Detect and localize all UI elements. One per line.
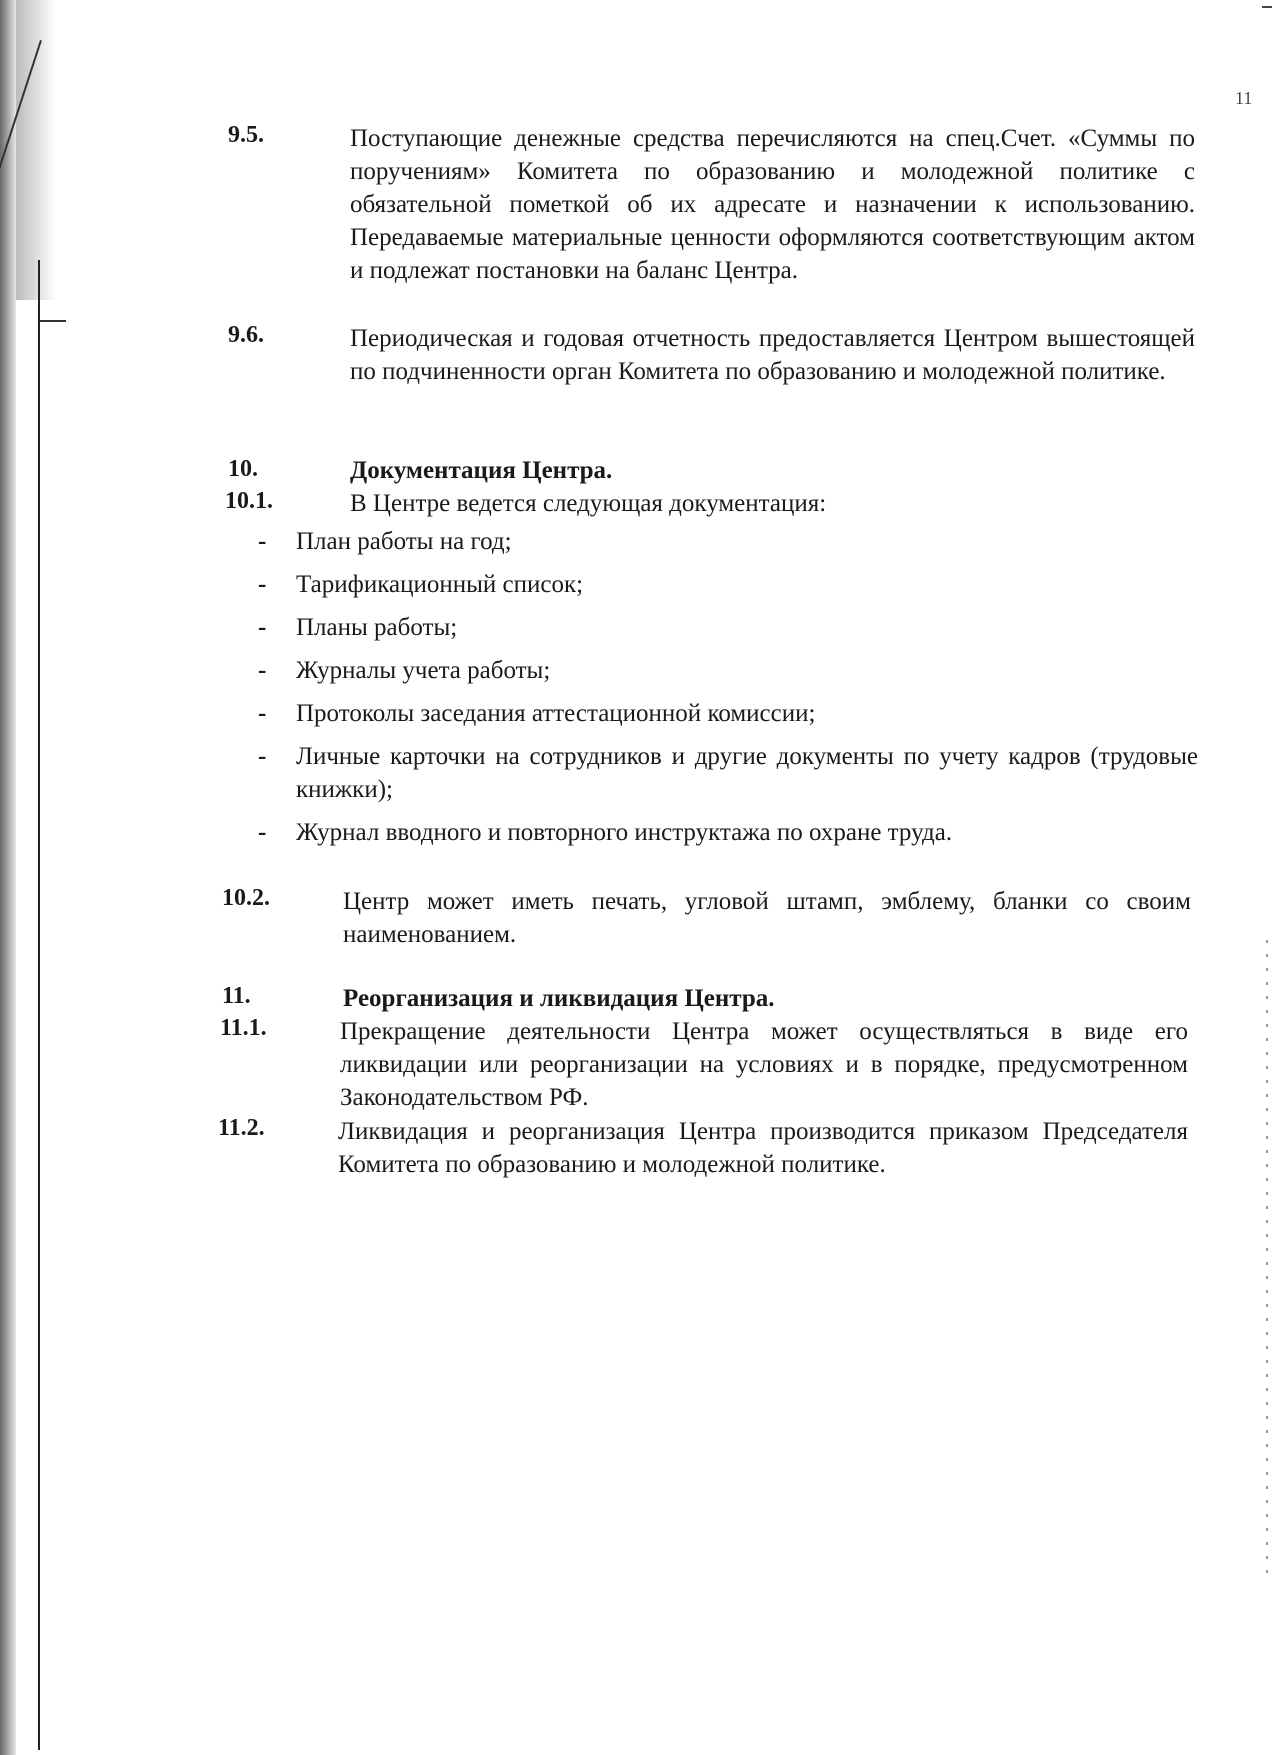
section-number: 11.1. [220,1015,267,1041]
section-number: 10.1. [225,488,273,514]
list-item: - Планы работы; [258,611,1198,644]
page-number: 11 [1235,88,1253,108]
section-text: В Центре ведется следующая документация: [350,490,827,517]
scan-line [40,320,66,322]
section-number: 10.2. [222,885,270,911]
scan-shadow [0,0,16,1755]
section-text: Прекращение деятельности Центра может осуществляться в виде его ликвидации или реорганизации на условиях и в порядке, предусмотренном Законодательством РФ. [340,1018,1188,1111]
scan-line [38,260,40,1750]
section-heading: Реорганизация и ликвидация Центра. [343,985,775,1012]
list-item: - Личные карточки на сотрудников и другие документы по учету кадров (трудовые книжки); [258,740,1198,806]
scan-edge [16,0,56,300]
list-item: - Протоколы заседания аттестационной комиссии; [258,697,1198,730]
scan-line [1262,6,1272,8]
list-dash: - [258,700,267,727]
list-dash: - [258,743,267,770]
list-dash: - [258,819,267,846]
list-item: - Тарификационный список; [258,568,1198,601]
section-number: 11. [222,983,251,1009]
section-number: 9.6. [228,322,264,348]
list-dash: - [258,657,267,684]
section-text: Ликвидация и реорганизация Центра производится приказом Председателя Комитета по образованию и молодежной политике. [338,1118,1188,1178]
list-dash: - [258,571,267,598]
list-item: - Журнал вводного и повторного инструктажа по охране труда. [258,816,1198,849]
section-heading: Документация Центра. [350,457,613,484]
scan-line [1266,940,1268,1580]
section-number: 11.2. [218,1115,265,1141]
list-item: - Журналы учета работы; [258,654,1198,687]
list-item: - План работы на год; [258,525,1198,558]
section-text: Периодическая и годовая отчетность предоставляется Центром вышестоящей по подчиненности орган Комитета по образованию и молодежной политике. [350,325,1195,385]
section-text: Поступающие денежные средства перечисляются на спец.Счет. «Суммы по поручениям» Комитета по образованию и молодежной политике с обязательной пометкой об их адресате и назначении к использованию. Передаваемые материальные ценности оформляются соответствующим актом и подлежат постановки на баланс Центра. [350,125,1195,284]
list-dash: - [258,614,267,641]
documentation-list [258,525,1198,859]
section-number: 9.5. [228,122,264,148]
section-number: 10. [228,456,258,482]
list-dash: - [258,528,267,555]
section-text: Центр может иметь печать, угловой штамп, эмблему, бланки со своим наименованием. [343,888,1191,948]
